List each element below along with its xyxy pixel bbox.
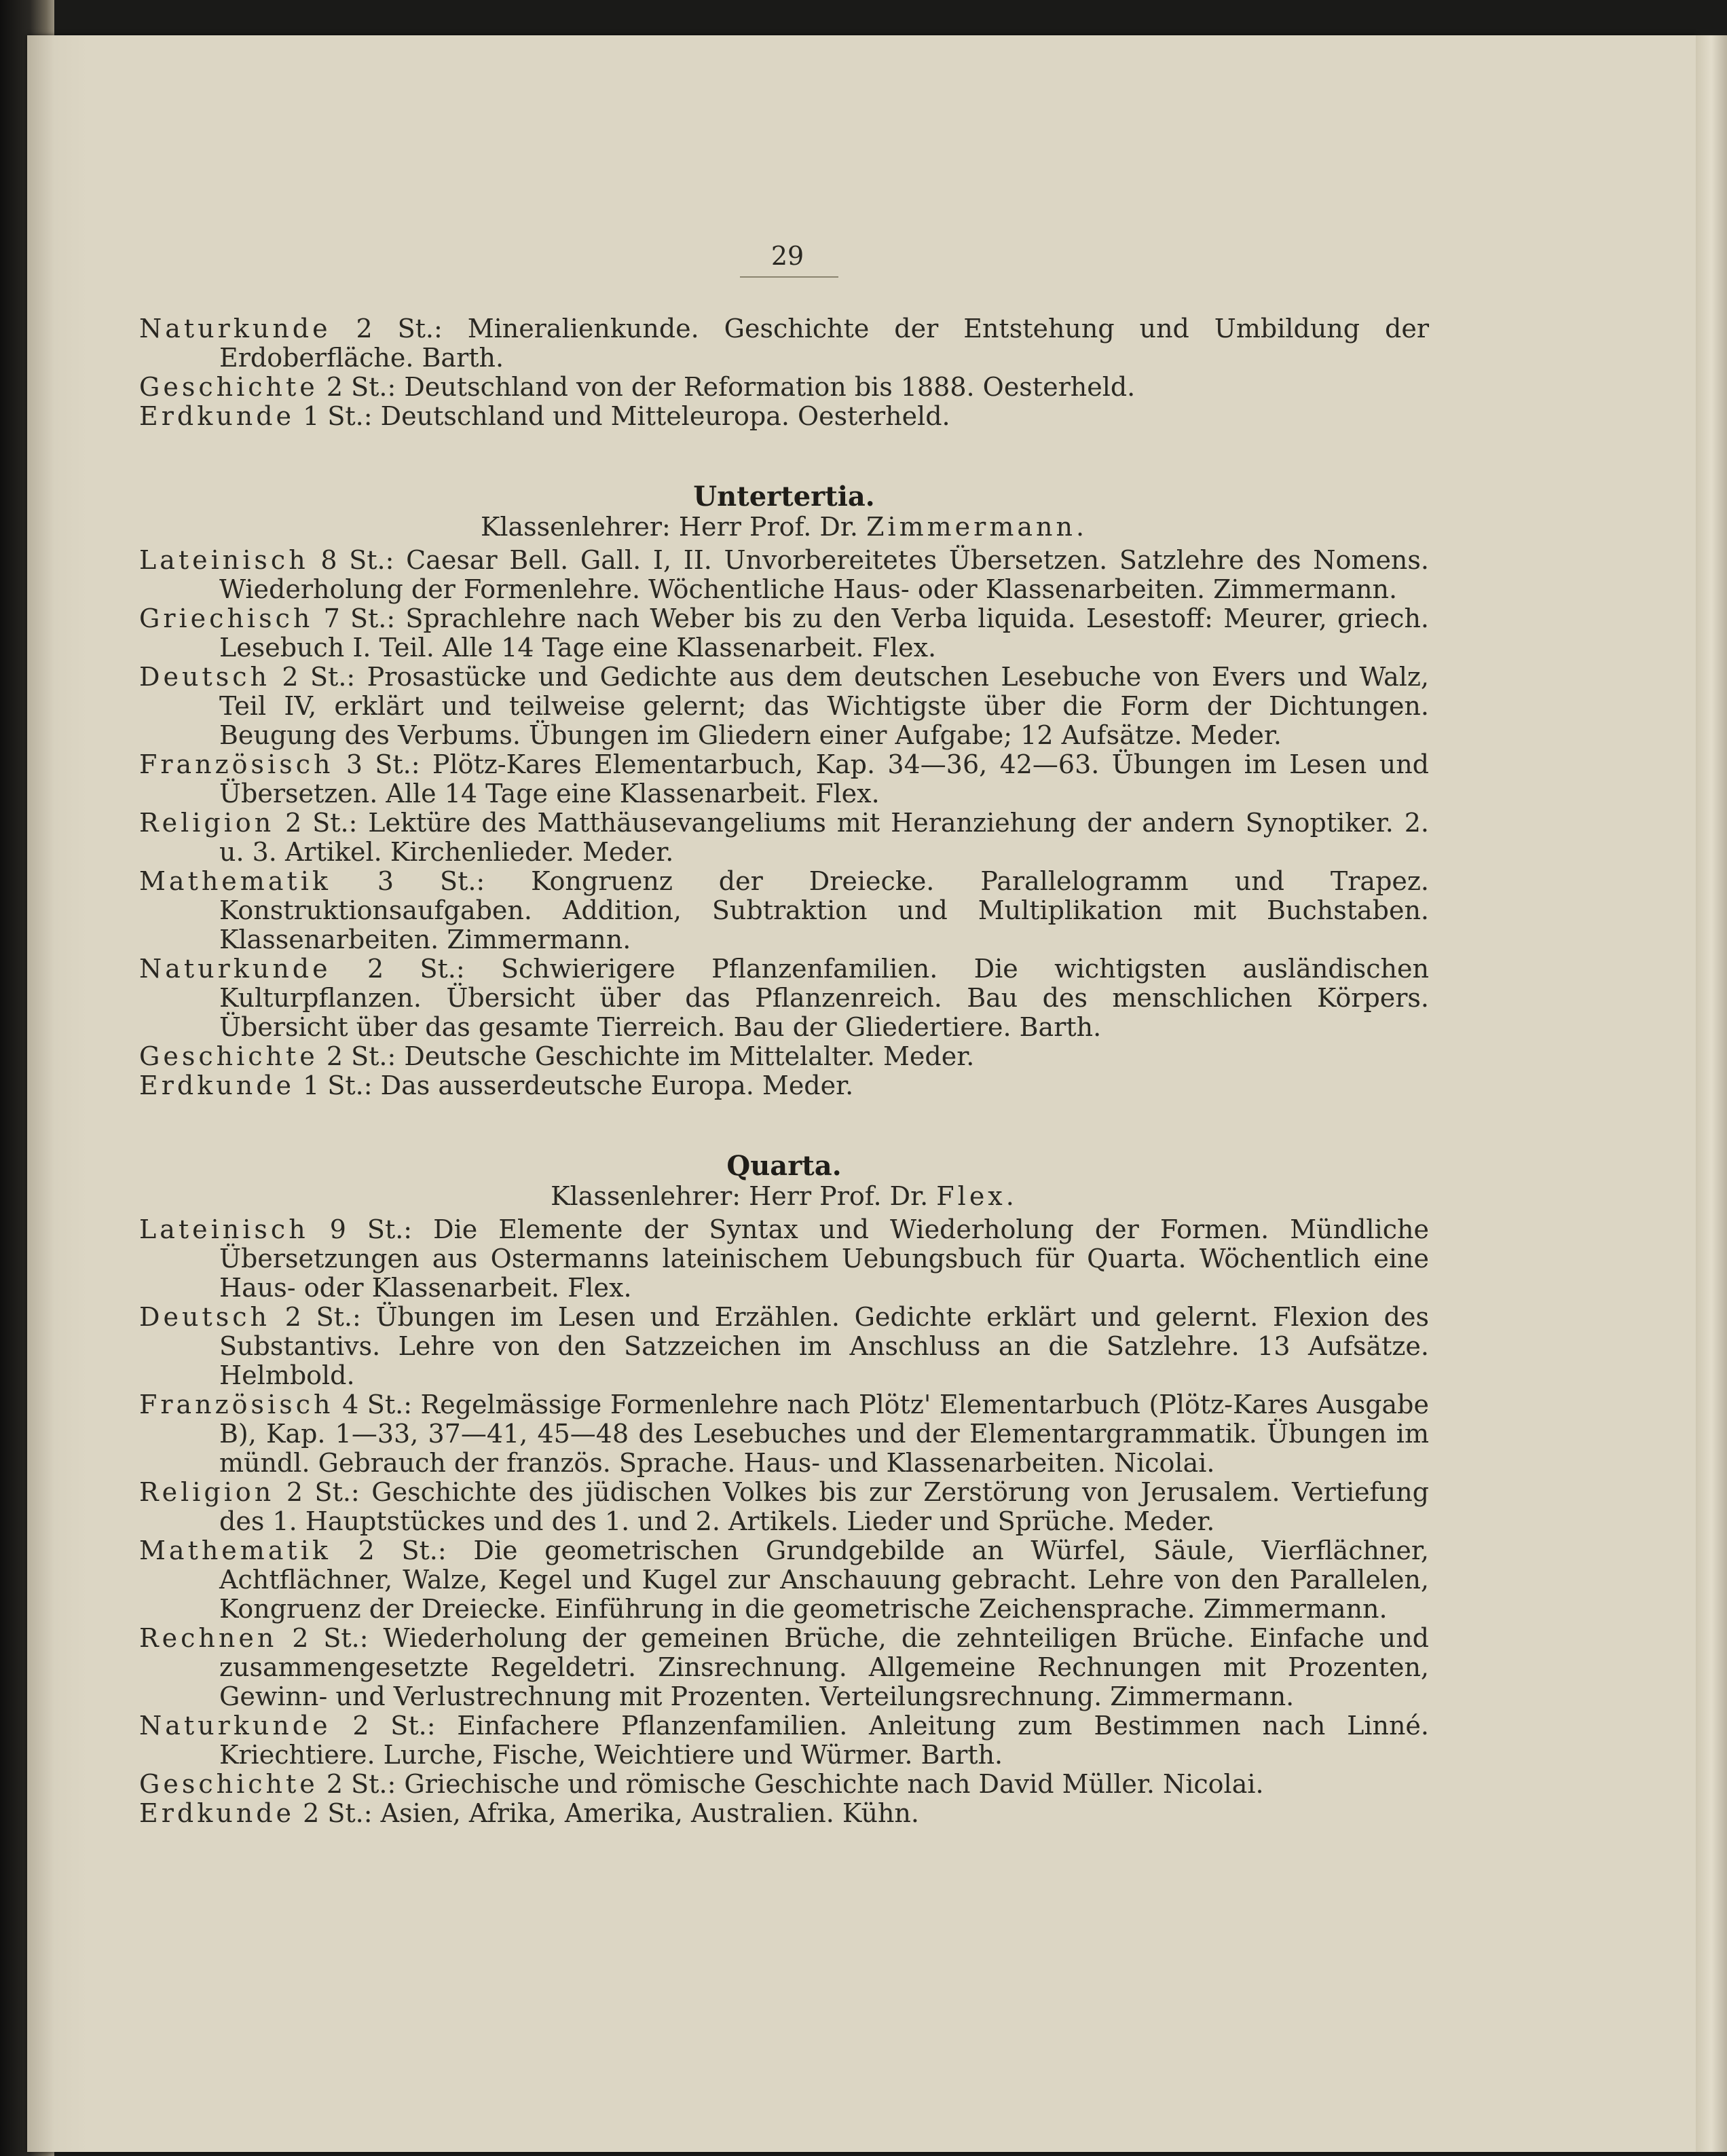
subject-label: Geschichte <box>139 1769 318 1799</box>
entry-naturkunde <box>139 1711 1429 1770</box>
entry-griechisch <box>139 604 1429 663</box>
subject-label: Französisch <box>139 1390 334 1419</box>
subject-label: Deutsch <box>139 662 270 692</box>
subject-label: Rechnen <box>139 1623 278 1653</box>
entry-text: 2 St.: Deutschland von der Reformation bis 1888. Oesterheld. <box>326 372 1136 402</box>
section-title: Quarta. <box>726 1150 842 1182</box>
subject-label: Lateinisch <box>139 545 309 575</box>
entry-text: 3 St.: Kongruenz der Dreiecke. Parallelogramm und Trapez. Konstruktionsaufgaben. Addition, Subtraktion und Multiplikation mit Buchstaben. Klassenarbeiten. Zimmermann. <box>219 866 1429 954</box>
entry-text: 1 St.: Deutschland und Mitteleuropa. Oesterheld. <box>303 401 950 431</box>
entry-franzoesisch <box>139 1390 1429 1478</box>
subject-label: Französisch <box>139 749 334 779</box>
entry-text: 2 St.: Wiederholung der gemeinen Brüche, die zehnteiligen Brüche. Einfache und zusammengesetzte Regeldetri. Zinsrechnung. Allgemeine Rechnungen mit Prozenten, Gewinn- und Verlustrechnung mit Prozenten. Verteilungsrechnung. Zimmermann. <box>219 1623 1429 1711</box>
subject-label: Geschichte <box>139 372 318 402</box>
subject-label: Erdkunde <box>139 1798 295 1828</box>
teacher-prefix: Klassenlehrer: Herr Prof. Dr. <box>551 1181 929 1211</box>
page-number: 29 <box>770 241 804 271</box>
entry-erdkunde <box>139 1799 1429 1828</box>
section-untertertia <box>139 481 1429 1100</box>
entry-text: 7 St.: Sprachlehre nach Weber bis zu den Verba liquida. Lesestoff: Meurer, griech. Lesebuch I. Teil. Alle 14 Tage eine Klassenarbeit. Flex. <box>219 603 1429 663</box>
entry-text: 2 St.: Griechische und römische Geschichte nach David Müller. Nicolai. <box>326 1769 1264 1799</box>
entry-text: 2 St.: Die geometrischen Grundgebilde an Würfel, Säule, Vierflächner, Achtflächner, Walze, Kegel und Kugel zur Anschauung gebracht. Lehre von den Parallelen, Kongruenz der Dreiecke. Einführung in die geometrische Zeichensprache. Zimmermann. <box>219 1536 1429 1624</box>
teacher-name: Zimmermann. <box>866 512 1088 542</box>
entry-naturkunde <box>139 954 1429 1042</box>
entry-lateinisch <box>139 546 1429 604</box>
intro-entry-geschichte <box>139 373 1429 402</box>
entry-lateinisch <box>139 1215 1429 1303</box>
subject-label: Mathematik <box>139 1536 331 1565</box>
intro-entry-erdkunde <box>139 402 1429 431</box>
entry-mathematik <box>139 867 1429 954</box>
entry-text: 2 St.: Einfachere Pflanzenfamilien. Anleitung zum Bestimmen nach Linné. Kriechtiere. Lurche, Fische, Weichtiere und Würmer. Barth. <box>219 1711 1429 1770</box>
subject-label: Mathematik <box>139 866 331 896</box>
subject-label: Naturkunde <box>139 1711 331 1741</box>
entry-deutsch <box>139 663 1429 750</box>
subject-label: Naturkunde <box>139 314 331 343</box>
entry-erdkunde <box>139 1071 1429 1100</box>
entry-religion <box>139 1478 1429 1536</box>
entry-text: 9 St.: Die Elemente der Syntax und Wiederholung der Formen. Mündliche Übersetzungen aus Ostermanns lateinischem Uebungsbuch für Quarta. Wöchentlich eine Haus- oder Klassenarbeit. Flex. <box>219 1214 1429 1303</box>
section-teacher <box>139 513 1429 542</box>
subject-label: Erdkunde <box>139 401 295 431</box>
entry-text: 2 St.: Asien, Afrika, Amerika, Australien. Kühn. <box>303 1798 919 1828</box>
page-edge <box>1696 35 1727 2152</box>
intro-entry-naturkunde <box>139 314 1429 373</box>
section-title: Untertertia. <box>693 481 875 513</box>
entry-text: 2 St.: Geschichte des jüdischen Volkes bis zur Zerstörung von Jerusalem. Vertiefung des 1. Hauptstückes und des 1. und 2. Artikels. Lieder und Sprüche. Meder. <box>219 1477 1429 1536</box>
teacher-prefix: Klassenlehrer: Herr Prof. Dr. <box>480 512 858 542</box>
entry-text: 2 St.: Übungen im Lesen und Erzählen. Gedichte erklärt und gelernt. Flexion des Substantivs. Lehre von den Satzzeichen im Anschluss an die Satzlehre. 13 Aufsätze. Helmbold. <box>219 1302 1429 1390</box>
entry-geschichte <box>139 1770 1429 1799</box>
section-teacher <box>139 1182 1429 1211</box>
teacher-name: Flex. <box>936 1181 1018 1211</box>
intro-block <box>139 314 1429 431</box>
section-quarta <box>139 1151 1429 1828</box>
entry-text: 3 St.: Plötz-Kares Elementarbuch, Kap. 34—36, 42—63. Übungen im Lesen und Übersetzen. Alle 14 Tage eine Klassenarbeit. Flex. <box>219 749 1429 809</box>
entry-franzoesisch <box>139 750 1429 809</box>
entry-rechnen <box>139 1624 1429 1711</box>
subject-label: Religion <box>139 1477 275 1507</box>
entry-deutsch <box>139 1303 1429 1390</box>
subject-label: Naturkunde <box>139 954 331 984</box>
entry-text: 2 St.: Schwierigere Pflanzenfamilien. Die wichtigsten ausländischen Kulturpflanzen. Übersicht über das Pflanzenreich. Bau des menschlichen Körpers. Übersicht über das gesamte Tierreich. Bau der Gliedertiere. Barth. <box>219 954 1429 1042</box>
entry-text: 2 St.: Lektüre des Matthäusevangeliums mit Heranziehung der andern Synoptiker. 2. u. 3. Artikel. Kirchenlieder. Meder. <box>219 808 1429 867</box>
subject-label: Religion <box>139 808 275 838</box>
entry-text: 2 St.: Prosastücke und Gedichte aus dem deutschen Lesebuche von Evers und Walz, Teil IV, erklärt und teilweise gelernt; das Wichtigste über die Form der Dichtungen. Beugung des Verbums. Übungen im Gliedern einer Aufgabe; 12 Aufsätze. Meder. <box>219 662 1429 750</box>
entry-text: 8 St.: Caesar Bell. Gall. I, II. Unvorbereitetes Übersetzen. Satzlehre des Nomens. Wiederholung der Formenlehre. Wöchentliche Haus- oder Klassenarbeiten. Zimmermann. <box>219 545 1429 604</box>
entry-text: 2 St.: Deutsche Geschichte im Mittelalter. Meder. <box>326 1041 975 1071</box>
entry-religion <box>139 809 1429 867</box>
page-content <box>139 241 1429 1828</box>
entry-text: 1 St.: Das ausserdeutsche Europa. Meder. <box>303 1071 854 1100</box>
subject-label: Geschichte <box>139 1041 318 1071</box>
subject-label: Lateinisch <box>139 1214 309 1244</box>
subject-label: Deutsch <box>139 1302 270 1332</box>
entry-mathematik <box>139 1536 1429 1624</box>
subject-label: Erdkunde <box>139 1071 295 1100</box>
entry-text: 4 St.: Regelmässige Formenlehre nach Plötz' Elementarbuch (Plötz-Kares Ausgabe B), Kap. 1—33, 37—41, 45—48 des Lesebuches und der Elementargrammatik. Übungen im mündl. Gebrauch der französ. Sprache. Haus- und Klassenarbeiten. Nicolai. <box>219 1390 1429 1478</box>
entry-text: 2 St.: Mineralienkunde. Geschichte der Entstehung und Umbildung der Erdoberfläche. Barth. <box>219 314 1429 373</box>
entry-geschichte <box>139 1042 1429 1071</box>
subject-label: Griechisch <box>139 603 314 633</box>
